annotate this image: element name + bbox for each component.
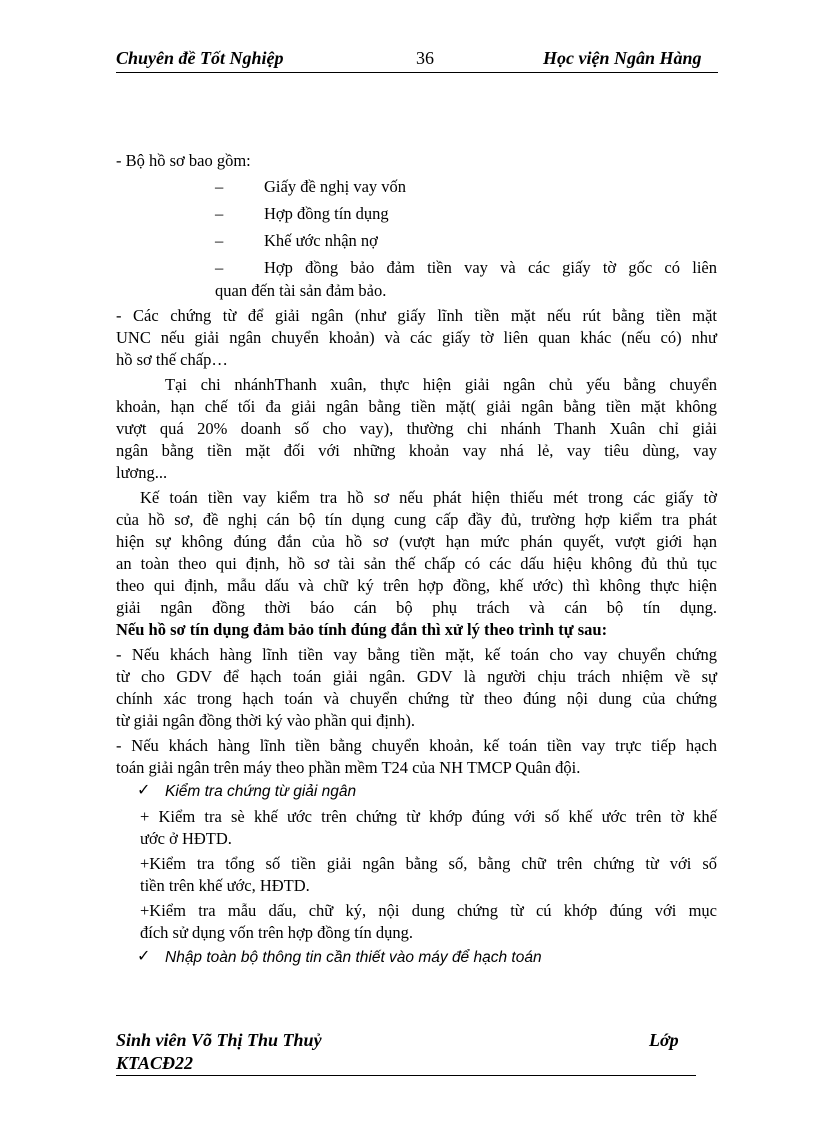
paragraph-line: + Kiểm tra sè khế ước trên chứng từ khớp đúng với số khế ước trên tờ khế bbox=[140, 807, 717, 826]
paragraph-line: ngân bằng tiền mặt đối với những khoản vay nhá lẻ, vay tiêu dùng, vay bbox=[116, 441, 717, 460]
paragraph-line: - Nếu khách hàng lĩnh tiền vay bằng tiền mặt, kế toán cho vay chuyển chứng bbox=[116, 645, 717, 664]
dossier-item: Giấy đề nghị vay vốn bbox=[264, 177, 407, 196]
page-number: 36 bbox=[416, 48, 434, 68]
paragraph-line: ước ở HĐTD. bbox=[140, 829, 232, 848]
paragraph-line: - Nếu khách hàng lĩnh tiền bằng chuyển khoản, kế toán tiền vay trực tiếp hạch bbox=[116, 736, 717, 755]
paragraph-line: theo qui định, mẫu dấu và chữ ký trên hợp đồng, khế ước) thì không thực hiện bbox=[116, 576, 717, 595]
paragraph-line: an toàn theo qui định, hồ sơ tài sản thế chấp có các dấu hiệu không đủ thủ tục bbox=[116, 554, 717, 573]
paragraph-line: lương... bbox=[116, 463, 168, 482]
paragraph-line: - Các chứng từ để giải ngân (như giấy lĩnh tiền mặt nếu rút bằng tiền mặt bbox=[116, 306, 717, 325]
paragraph-line: khoản, hạn chế tối đa giải ngân bằng tiền mặt( giải ngân bằng tiền mặt không bbox=[116, 397, 717, 416]
check-item: Nhập toàn bộ thông tin cần thiết vào máy để hạch toán bbox=[165, 949, 542, 966]
check-item: Kiểm tra chứng từ giải ngân bbox=[165, 783, 357, 800]
paragraph-line: +Kiểm tra tổng số tiền giải ngân bằng số, bằng chữ trên chứng từ với số bbox=[140, 854, 717, 873]
footer-class-code: KTACĐ22 bbox=[116, 1053, 194, 1073]
dossier-item: Hợp đồng bảo đảm tiền vay và các giấy tờ gốc có liên bbox=[264, 258, 717, 277]
header-institution: Học viện Ngân Hàng bbox=[543, 48, 702, 68]
paragraph-line: vượt quá 20% doanh số cho vay), thường chi nhánh Thanh Xuân chỉ giải bbox=[116, 419, 717, 438]
dash-bullet: – bbox=[215, 204, 224, 223]
paragraph-line: tiền trên khế ước, HĐTD. bbox=[140, 876, 310, 895]
dossier-item: Khế ước nhận nợ bbox=[264, 231, 378, 250]
paragraph-line: của hồ sơ, đề nghị cán bộ tín dụng cung cấp đầy đủ, trường hợp kiểm tra phát bbox=[116, 510, 717, 529]
footer-class-label: Lớp bbox=[649, 1030, 679, 1050]
paragraph-line: hiện sự không đúng đắn của hồ sơ (vượt hạn mức phán quyết, vượt giới hạn bbox=[116, 532, 717, 551]
paragraph-line: Kế toán tiền vay kiểm tra hồ sơ nếu phát hiện thiếu mét trong các giấy tờ bbox=[140, 488, 717, 507]
checkmark-icon: ✓ bbox=[137, 948, 151, 965]
dossier-intro: - Bộ hồ sơ bao gồm: bbox=[116, 151, 251, 170]
header-rule bbox=[116, 72, 718, 73]
checkmark-icon: ✓ bbox=[137, 782, 151, 799]
dash-bullet: – bbox=[215, 231, 224, 250]
footer-student: Sinh viên Võ Thị Thu Thuỷ bbox=[116, 1030, 322, 1050]
header-title: Chuyên đề Tốt Nghiệp bbox=[116, 48, 284, 68]
paragraph-line: chính xác trong hạch toán và chuyển chứng từ theo đúng nội dung của chứng bbox=[116, 689, 717, 708]
paragraph-line: hồ sơ thế chấp… bbox=[116, 350, 228, 369]
paragraph-line: từ cho GDV để hạch toán giải ngân. GDV là người chịu trách nhiệm về sự bbox=[116, 667, 717, 686]
procedure-heading: Nếu hồ sơ tín dụng đảm bảo tính đúng đắn thì xử lý theo trình tự sau: bbox=[116, 620, 608, 639]
dash-bullet: – bbox=[215, 258, 224, 277]
paragraph-line: +Kiểm tra mẫu dấu, chữ ký, nội dung chứng từ cú khớp đúng với mục bbox=[140, 901, 717, 920]
footer-rule bbox=[116, 1075, 696, 1076]
dossier-item: Hợp đồng tín dụng bbox=[264, 204, 389, 223]
paragraph-line: toán giải ngân trên máy theo phần mềm T24 của NH TMCP Quân đội. bbox=[116, 758, 581, 777]
dossier-item-continuation: quan đến tài sản đảm bảo. bbox=[215, 281, 387, 300]
paragraph-line: Tại chi nhánhThanh xuân, thực hiện giải ngân chủ yếu bằng chuyển bbox=[165, 375, 717, 394]
paragraph-line: giải ngân đồng thời báo cán bộ phụ trách và cán bộ tín dụng. bbox=[116, 598, 717, 617]
dash-bullet: – bbox=[215, 177, 224, 196]
paragraph-line: đích sử dụng vốn trên hợp đồng tín dụng. bbox=[140, 923, 413, 942]
paragraph-line: UNC nếu giải ngân chuyển khoản) và các giấy tờ liên quan khác (nếu có) như bbox=[116, 328, 717, 347]
paragraph-line: từ giải ngân đồng thời ký vào phần qui định). bbox=[116, 711, 416, 730]
